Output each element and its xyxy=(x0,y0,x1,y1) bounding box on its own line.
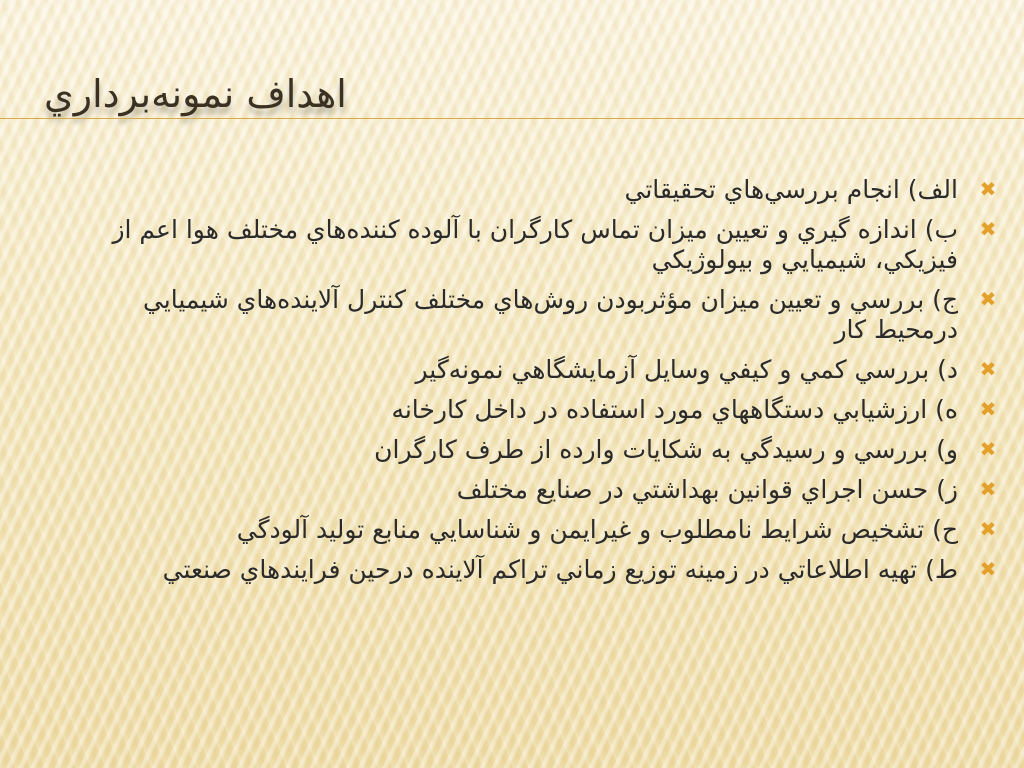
list-item-text: د) بررسي كمي و كيفي وسايل آزمايشگاهي نمونه‌گير xyxy=(415,355,958,384)
list-item-text: ب) اندازه گيري و تعيين ميزان تماس كارگران با آلوده كننده‌هاي مختلف هوا اعم از فيزيكي، شيميايي و بيولوژيكي xyxy=(112,215,958,274)
list-item xyxy=(78,215,997,275)
list-item xyxy=(78,555,997,585)
list-item-text: ج) بررسي و تعيين ميزان مؤثربودن روش‌هاي مختلف كنترل آلاينده‌هاي شيميايي درمحيط كار xyxy=(142,285,958,344)
list-item xyxy=(78,285,997,345)
x-mark-icon: ✖ xyxy=(979,177,997,201)
list-item xyxy=(78,355,997,385)
list-item xyxy=(78,475,997,505)
list-item-text: و) بررسي و رسيدگي به شكايات وارده از طرف كارگران xyxy=(374,435,958,464)
list-item xyxy=(78,395,997,425)
x-mark-icon: ✖ xyxy=(979,287,997,311)
x-mark-icon: ✖ xyxy=(979,397,997,421)
list-item xyxy=(78,435,997,465)
x-mark-icon: ✖ xyxy=(979,477,997,501)
list-item-text: ز) حسن اجراي قوانين بهداشتي در صنايع مختلف xyxy=(456,475,958,504)
slide-title: اهداف نمونه‌برداري xyxy=(44,72,347,116)
x-mark-icon: ✖ xyxy=(979,517,997,541)
x-mark-icon: ✖ xyxy=(979,557,997,581)
x-mark-icon: ✖ xyxy=(979,357,997,381)
list-item-text: ط) تهيه اطلاعاتي در زمينه توزيع زماني تراكم آلاينده درحين فرايندهاي صنعتي xyxy=(162,555,958,584)
list-item-text: ه) ارزشيابي دستگاههاي مورد استفاده در داخل كارخانه xyxy=(391,395,958,424)
list-item xyxy=(78,515,997,545)
x-mark-icon: ✖ xyxy=(979,217,997,241)
bullet-list xyxy=(78,175,997,595)
x-mark-icon: ✖ xyxy=(979,437,997,461)
list-item-text: الف) انجام بررسي‌هاي تحقيقاتي xyxy=(624,175,958,204)
list-item xyxy=(78,175,997,205)
title-divider xyxy=(0,118,1024,119)
title-area xyxy=(0,0,1024,130)
list-item-text: ح) تشخيص شرايط نامطلوب و غيرايمن و شناسايي منابع توليد آلودگي xyxy=(236,515,958,544)
